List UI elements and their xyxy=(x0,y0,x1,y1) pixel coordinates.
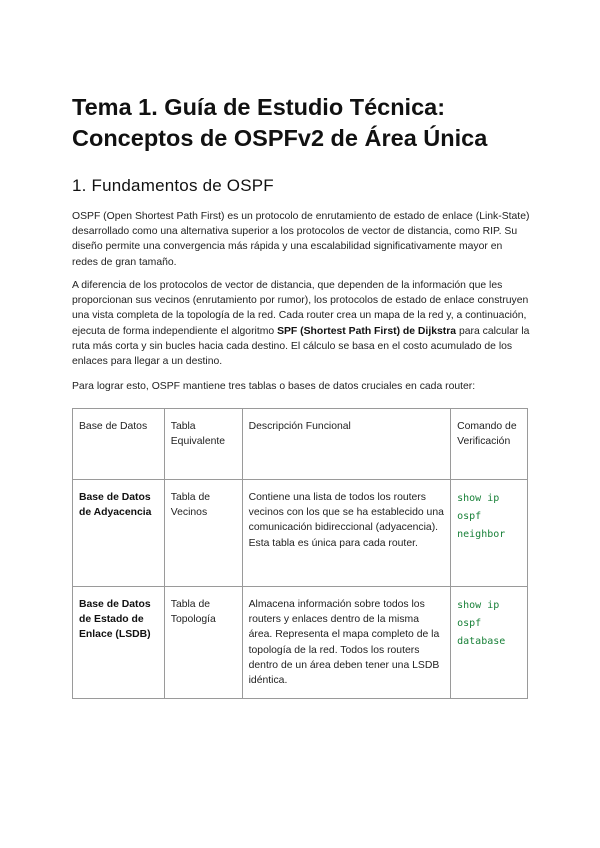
command-line: ospf xyxy=(457,618,482,629)
tables-intro-paragraph: Para lograr esto, OSPF mantiene tres tablas o bases de datos cruciales en cada router: xyxy=(72,381,476,392)
header-cell: Comando de Verificación xyxy=(451,409,528,480)
command-line: ospf xyxy=(457,511,482,522)
description-cell: Contiene una lista de todos los routers vecinos con los que se ha establecido una comunicación bidireccional (adyacencia). Esta tabla es única para cada router. xyxy=(242,480,450,587)
paragraph-text: A diferencia de los protocolos de vector de distancia, que dependen de la información que les proporcionan sus vecinos (enrutamiento por rumor), los protocolos de estado de enlace construyen una vista completa de la topología de la red. Cada router crea un mapa de la red y, a continuación, ejecuta de forma independiente el algoritmo xyxy=(72,280,529,337)
command-line: show ip xyxy=(457,600,500,611)
spf-algorithm-bold: SPF (Shortest Path First) de Dijkstra xyxy=(277,325,457,337)
paragraph-text: para calcular la ruta más corta y sin bucles hacia cada destino. El cálculo se basa en el costo acumulado de los enlaces para llegar a un destino. xyxy=(72,325,530,368)
table-row xyxy=(73,587,528,699)
command-cell xyxy=(451,587,528,699)
intro-paragraph: OSPF (Open Shortest Path First) es un protocolo de enrutamiento de estado de enlace (Link-State) desarrollado como una alternativa superior a los protocolos de vector de distancia, como RIP. Su diseño permite una convergencia más rápida y una escalabilidad significativamente mayor en redes de gran tamaño. xyxy=(72,211,530,268)
header-cell: Descripción Funcional xyxy=(242,409,450,480)
comparison-paragraph xyxy=(72,278,530,369)
section-heading: 1. Fundamentos de OSPF xyxy=(72,176,274,195)
command-line: database xyxy=(457,636,506,647)
database-name: Base de Datos de Adyacencia xyxy=(79,492,152,519)
table-row xyxy=(73,480,528,587)
header-cell: Base de Datos xyxy=(73,409,165,480)
ospf-databases-table xyxy=(72,408,528,699)
command-cell xyxy=(451,480,528,587)
equivalent-cell: Tabla de Topología xyxy=(164,587,242,699)
header-cell: Tabla Equivalente xyxy=(164,409,242,480)
command-line: neighbor xyxy=(457,529,506,540)
page-title: Tema 1. Guía de Estudio Técnica: Conceptos de OSPFv2 de Área Única xyxy=(72,94,488,151)
database-cell xyxy=(73,587,165,699)
database-name: Base de Datos de Estado de Enlace (LSDB) xyxy=(79,599,151,641)
database-cell xyxy=(73,480,165,587)
table-header-row xyxy=(73,409,528,480)
description-cell: Almacena información sobre todos los routers y enlaces dentro de la misma área. Representa el mapa completo de la topología de la red. Todos los routers dentro de un área deben tener una LSDB idéntica. xyxy=(242,587,450,699)
equivalent-cell: Tabla de Vecinos xyxy=(164,480,242,587)
command-line: show ip xyxy=(457,493,500,504)
